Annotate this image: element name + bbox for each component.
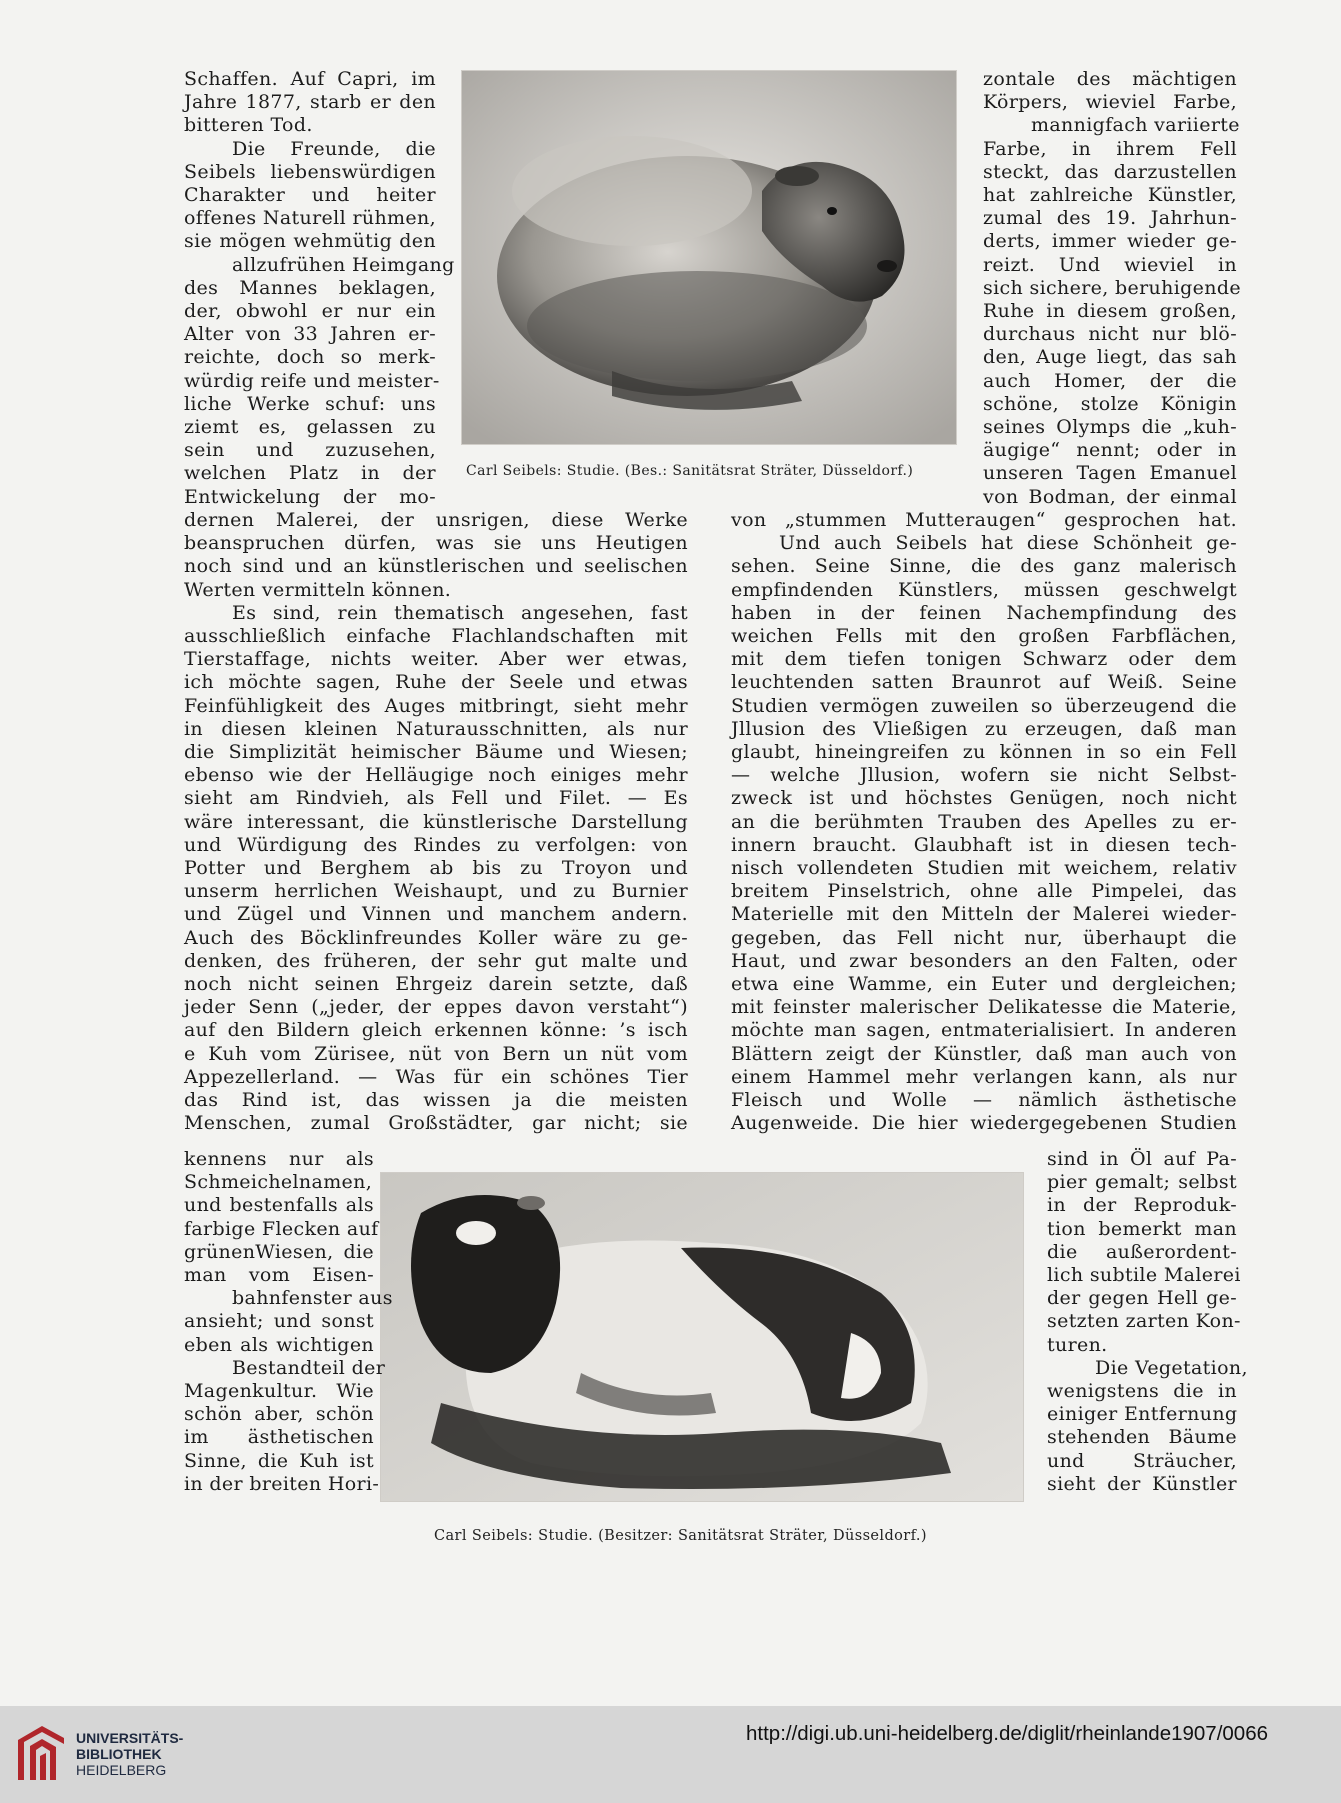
text-line: zumal des 19. Jahrhun-: [983, 207, 1237, 230]
text-line: Alter von 33 Jahren er-: [184, 323, 436, 346]
text-line: ich möchte sagen, Ruhe der Seele und etwas: [184, 671, 688, 694]
text-line: schöne, stolze Königin: [983, 392, 1237, 415]
text-line: offenes Naturell rühmen,: [184, 207, 436, 230]
text-line: Blättern zeigt der Künstler, daß man auch von: [731, 1042, 1237, 1065]
text-line: Ruhe in diesem großen,: [983, 300, 1237, 322]
text-line: Appezellerland. — Was für ein schönes Tier: [184, 1065, 688, 1088]
text-line: sich sichere, beruhigende: [983, 276, 1241, 299]
text-line: eben als wichtigen: [184, 1333, 374, 1356]
text-line: Studien vermögen zuweilen so überzeugend die: [731, 694, 1237, 717]
text-line: Fleisch und Wolle — nämlich ästhetische: [731, 1089, 1237, 1111]
text-line: liche Werke schuf: uns: [184, 392, 436, 415]
text-line: breitem Pinselstrich, ohne alle Pimpelei, das: [731, 880, 1237, 903]
text-line: sein und zuzusehen,: [184, 439, 436, 462]
text-line: mit feinster malerischer Delikatesse die Materie,: [731, 996, 1237, 1019]
sheep-caption: Carl Seibels: Studie. (Bes.: Sanitätsrat Sträter, Düsseldorf.): [466, 463, 914, 479]
text-line: sie mögen wehmütig den: [184, 230, 436, 253]
text-line: unserm herrlichen Weishaupt, und zu Burnier: [184, 880, 688, 903]
text-line: Tierstaffage, nichts weiter. Aber wer etwas,: [184, 648, 688, 671]
text-line: sieht der Künstler: [1047, 1472, 1237, 1495]
text-line: bitteren Tod.: [184, 114, 313, 137]
text-line: Menschen, zumal Großstädter, gar nicht; sie: [184, 1112, 688, 1135]
text-line: leuchtenden satten Braunrot auf Weiß. Seine: [731, 671, 1237, 694]
text-line: Jahre 1877, starb er den: [184, 91, 436, 114]
text-line: Sinne, die Kuh ist: [184, 1449, 374, 1472]
sheep-study-image: [461, 70, 957, 445]
text-line: schön aber, schön: [184, 1403, 374, 1426]
text-line: reichte, doch so merk-: [184, 346, 436, 369]
text-line: ebenso wie der Helläugige noch einiges mehr: [184, 764, 688, 787]
text-line: setzten zarten Kon-: [1047, 1310, 1241, 1333]
library-name-line1: UNIVERSITÄTS-: [76, 1730, 184, 1746]
text-line: sieht am Rindvieh, als Fell und Filet. — Es: [184, 787, 688, 810]
text-line: gegeben, das Fell nicht nur, überhaupt die: [731, 926, 1237, 949]
cow-drawing: [381, 1173, 1023, 1501]
text-line: Jllusion des Vließigen zu erzeugen, daß man: [731, 717, 1237, 740]
text-line: Bestandteil der: [232, 1356, 386, 1379]
text-line: unseren Tagen Emanuel: [983, 462, 1237, 485]
text-line: dernen Malerei, der unsrigen, diese Werke: [184, 509, 688, 531]
sheep-drawing: [462, 71, 956, 444]
text-line: Entwickelung der mo-: [184, 485, 436, 508]
text-line: kennens nur als: [184, 1148, 374, 1170]
text-line: innern braucht. Glaubhaft ist in diesen tech-: [731, 833, 1237, 856]
text-line: und bestenfalls als: [184, 1194, 374, 1217]
text-line: des Mannes beklagen,: [184, 276, 436, 299]
text-line: durchaus nicht nur blö-: [983, 323, 1237, 346]
text-line: beanspruchen dürfen, was sie uns Heutigen: [184, 532, 688, 555]
text-line: steckt, das darzustellen: [983, 160, 1237, 183]
text-line: turen.: [1047, 1333, 1108, 1356]
text-line: Werten vermitteln können.: [184, 578, 452, 601]
text-line: von „stummen Mutteraugen“ gesprochen hat.: [731, 509, 1237, 531]
text-line: reizt. Und wieviel in: [983, 253, 1237, 276]
text-line: Farbe, in ihrem Fell: [983, 137, 1237, 160]
text-line: Magenkultur. Wie: [184, 1380, 374, 1402]
text-line: bahnfenster aus: [232, 1287, 393, 1310]
text-line: äugige“ nennt; oder in: [983, 439, 1237, 462]
text-line: Auch des Böcklinfreundes Koller wäre zu ge-: [184, 926, 688, 949]
text-line: die Simplizität heimischer Bäume und Wiesen;: [184, 741, 688, 763]
text-line: von Bodman, der einmal: [983, 485, 1237, 508]
text-line: e Kuh vom Zürisee, nüt von Bern un nüt vom: [184, 1042, 688, 1065]
text-line: die außerordent-: [1047, 1240, 1237, 1263]
text-line: glaubt, hineingreifen zu können in so ein Fell: [731, 741, 1237, 763]
text-line: sehen. Seine Sinne, die des ganz malerisch: [731, 555, 1237, 578]
text-line: etwa eine Wamme, ein Euter und dergleichen;: [731, 973, 1237, 995]
text-line: Augenweide. Die hier wiedergegebenen Studien: [731, 1112, 1237, 1135]
text-line: ansieht; und sonst: [184, 1310, 374, 1333]
text-line: Materielle mit den Mitteln der Malerei wieder-: [731, 903, 1237, 926]
text-line: wenigstens die in: [1047, 1380, 1237, 1402]
text-line: Schmeichelnamen,: [184, 1171, 373, 1194]
text-line: in der Reproduk-: [1047, 1194, 1237, 1217]
cow-study-image: [380, 1172, 1024, 1502]
text-line: tion bemerkt man: [1047, 1217, 1237, 1240]
text-line: in diesen kleinen Naturausschnitten, als nur: [184, 717, 688, 740]
cow-caption: Carl Seibels: Studie. (Besitzer: Sanitätsrat Sträter, Düsseldorf.): [434, 1528, 927, 1544]
text-line: zontale des mächtigen: [983, 68, 1237, 90]
text-line: Es sind, rein thematisch angesehen, fast: [232, 601, 688, 624]
library-logo-icon: [14, 1722, 68, 1784]
text-line: grünenWiesen, die: [184, 1240, 374, 1263]
text-line: denken, des früheren, der sehr gut malte und: [184, 949, 688, 972]
text-line: noch sind und an künstlerischen und seelischen: [184, 555, 688, 578]
text-line: das Rind ist, das wissen ja die meisten: [184, 1089, 688, 1111]
text-line: hat zahlreiche Künstler,: [983, 184, 1237, 206]
library-name-line2: BIBLIOTHEK: [76, 1746, 162, 1762]
text-line: sind in Öl auf Pa-: [1047, 1148, 1237, 1170]
text-line: seines Olymps die „kuh-: [983, 416, 1237, 438]
text-line: Schaffen. Auf Capri, im: [184, 68, 436, 90]
text-line: Die Vegetation,: [1095, 1356, 1248, 1379]
text-line: und Zügel und Vinnen und manchem andern.: [184, 903, 688, 926]
text-line: Charakter und heiter: [184, 184, 436, 206]
text-line: mit dem tiefen tonigen Schwarz oder dem: [731, 648, 1237, 671]
text-line: Körpers, wieviel Farbe,: [983, 91, 1237, 114]
text-line: man vom Eisen-: [184, 1264, 374, 1286]
text-line: und Würdigung des Rindes zu verfolgen: von: [184, 833, 688, 856]
text-line: farbige Flecken auf: [184, 1217, 379, 1240]
text-line: Haut, und zwar besonders an den Falten, oder: [731, 949, 1237, 972]
text-line: weichen Fells mit den großen Farbflächen,: [731, 625, 1237, 647]
text-line: noch nicht seinen Ehrgeiz darein setzte, daß: [184, 973, 688, 995]
footer-band: [0, 1706, 1341, 1803]
text-line: der, obwohl er nur ein: [184, 300, 436, 322]
text-line: der gegen Hell ge-: [1047, 1287, 1237, 1310]
text-line: auch Homer, der die: [983, 369, 1237, 392]
text-line: haben in der feinen Nachempfindung des: [731, 601, 1237, 624]
text-line: in der breiten Hori-: [184, 1472, 380, 1495]
text-line: ziemt es, gelassen zu: [184, 416, 436, 438]
text-line: einem Hammel mehr verlangen kann, als nur: [731, 1065, 1237, 1088]
source-url-link[interactable]: http://digi.ub.uni-heidelberg.de/diglit/rheinlande1907/0066: [746, 1722, 1269, 1745]
text-line: stehenden Bäume: [1047, 1426, 1237, 1449]
text-line: würdig reife und meister-: [184, 369, 440, 392]
text-line: den, Auge liegt, das sah: [983, 346, 1237, 369]
text-line: möchte man sagen, entmaterialisiert. In anderen: [731, 1019, 1237, 1042]
text-line: einiger Entfernung: [1047, 1403, 1238, 1426]
library-name-line3: HEIDELBERG: [76, 1762, 167, 1778]
text-line: Und auch Seibels hat diese Schönheit ge-: [779, 532, 1237, 555]
text-line: ausschließlich einfache Flachlandschaften mit: [184, 625, 688, 647]
text-line: Feinfühligkeit des Auges mitbringt, sieht mehr: [184, 694, 688, 717]
text-line: zweck ist und höchstes Genügen, noch nicht: [731, 787, 1237, 810]
text-line: welchen Platz in der: [184, 462, 436, 485]
text-line: jeder Senn („jeder, der eppes davon verstaht“): [184, 996, 688, 1019]
text-line: lich subtile Malerei: [1047, 1264, 1241, 1286]
text-line: wäre interessant, die künstlerische Darstellung: [184, 810, 688, 833]
text-line: im ästhetischen: [184, 1426, 374, 1449]
text-line: nisch vollendeten Studien mit weichem, relativ: [731, 857, 1237, 879]
text-line: derts, immer wieder ge-: [983, 230, 1237, 253]
text-line: Seibels liebenswürdigen: [184, 160, 436, 183]
text-line: — welche Jllusion, wofern sie nicht Selbst-: [731, 764, 1237, 787]
text-line: und Sträucher,: [1047, 1449, 1237, 1472]
text-line: mannigfach variierte: [1031, 114, 1240, 137]
text-line: allzufrühen Heimgang: [232, 253, 455, 276]
text-line: an die berühmten Trauben des Apelles zu er-: [731, 810, 1237, 833]
text-line: Die Freunde, die: [232, 137, 436, 160]
text-line: Potter und Berghem ab bis zu Troyon und: [184, 857, 688, 879]
text-line: empfindenden Künstlers, müssen geschwelgt: [731, 578, 1237, 601]
text-line: auf den Bildern gleich erkennen könne: ’s isch: [184, 1019, 688, 1042]
text-line: pier gemalt; selbst: [1047, 1171, 1237, 1194]
